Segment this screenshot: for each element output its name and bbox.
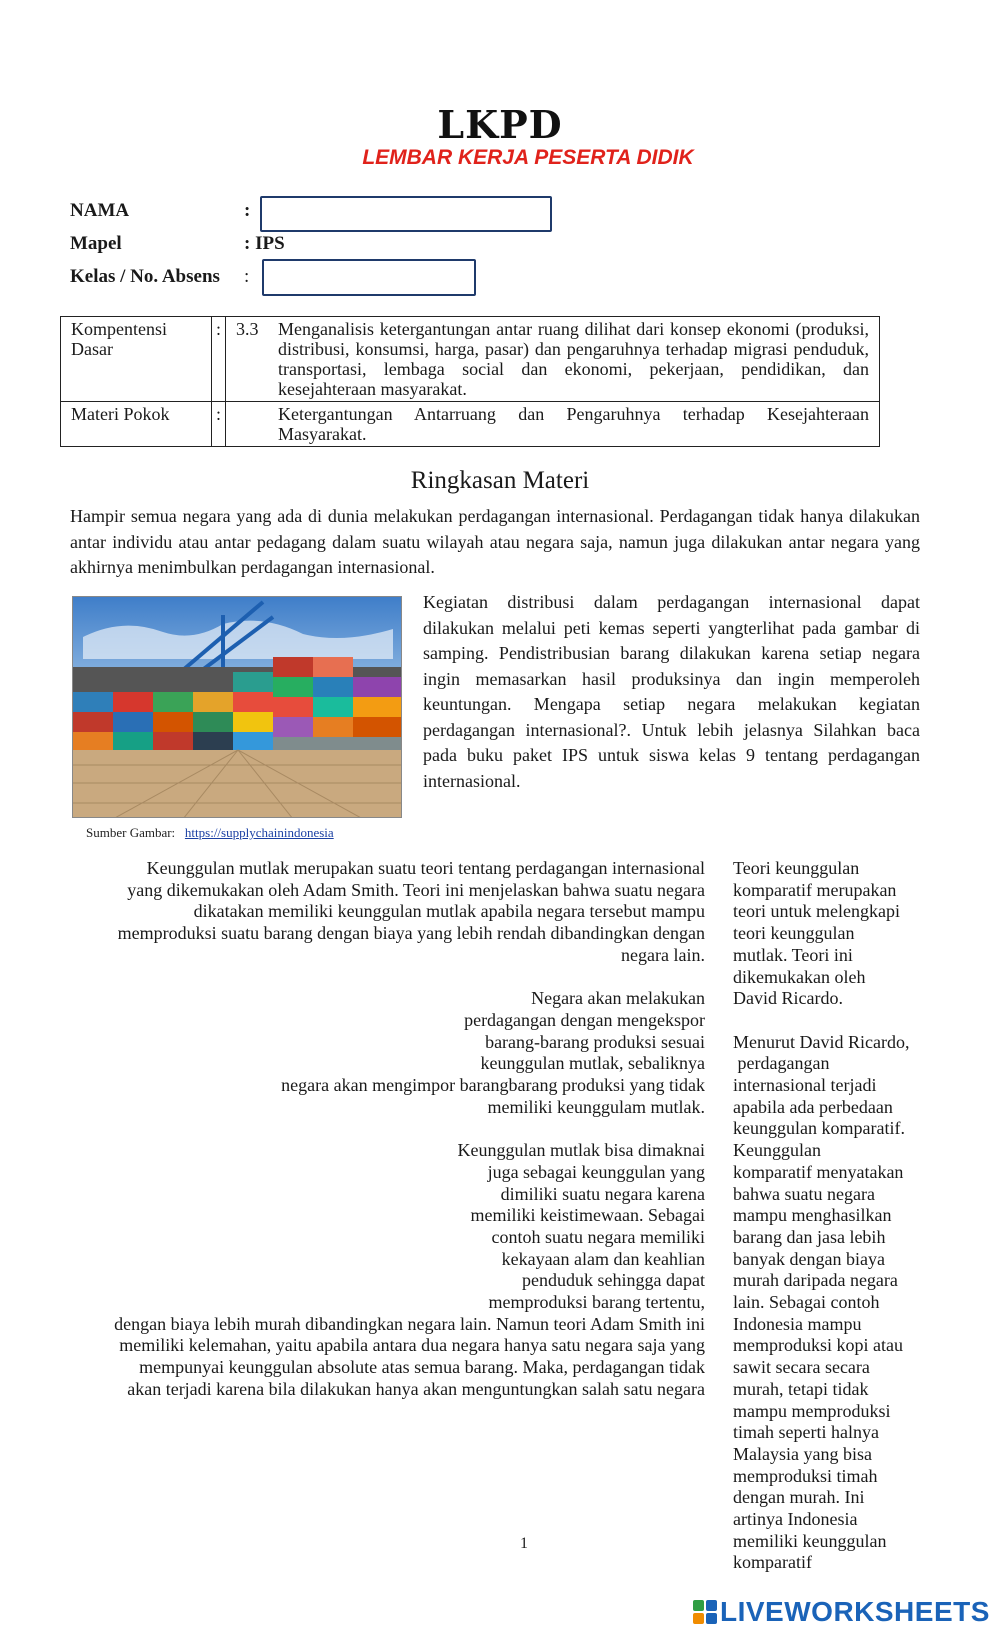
text-line: sawit secara secara [733,1357,870,1378]
summary-heading: Ringkasan Materi [410,467,590,494]
kelas-label: Kelas / No. Absens [70,266,220,287]
text-line: Negara akan melakukan [531,988,705,1009]
summary-intro: Hampir semua negara yang ada di dunia melakukan perdagangan internasional. Perdagangan tidak hanya dilakukan antar individu atau antar pedagang dalam suatu wilayah atau negara saja, namun juga dilakukan antar negara yang akhirnya menimbulkan perdagangan internasional. [70,506,920,577]
text-line: David Ricardo. [733,988,843,1009]
materi-colon: : [212,402,226,447]
source-label: Sumber Gambar: [86,825,176,840]
materi-row [61,402,880,447]
text-line: banyak dengan biaya [733,1248,885,1269]
text-line: negara lain. [621,944,705,965]
text-line: dikemukakan oleh [733,966,866,987]
text-line: murah, tetapi tidak [733,1378,869,1399]
liveworksheets-logo[interactable] [692,1596,990,1628]
kd-label: Kompentensi Dasar [61,317,212,402]
text-line: penduduk sehingga dapat [522,1270,705,1291]
text-line: Teori keunggulan [733,858,860,878]
text-line: bahwa suatu negara [733,1183,875,1204]
source-link[interactable]: https://supplychainindonesia [184,825,334,840]
text-line: Keunggulan [733,1140,821,1161]
text-line: Malaysia yang bisa [733,1443,872,1464]
competency-table [60,316,880,447]
page-number: 1 [520,1535,528,1552]
text-line: kekayaan alam dan keahlian [501,1248,705,1269]
text-line: Keunggulan mutlak bisa dimaknai [457,1140,705,1161]
text-line: mempunyai keunggulan absolute atas semua barang. Maka, perdagangan tidak [139,1357,705,1378]
text-line: apabila ada perbedaan [733,1096,893,1117]
kelas-absen-input[interactable] [262,259,476,296]
text-line: Keunggulan mutlak merupakan suatu teori tentang perdagangan internasional [146,858,705,878]
container-image [73,597,402,818]
materi-label: Materi Pokok [61,402,212,447]
text-line: mampu menghasilkan [733,1205,892,1226]
text-line: teori keunggulan [733,923,855,944]
text-line [60,967,705,989]
text-line: keunggulan komparatif. [733,1118,905,1139]
text-line: timah seperti halnya [733,1422,879,1443]
kelas-colon: : [244,266,250,287]
container-port-photo [72,596,402,818]
text-line: juga sebagai keunggulan yang [487,1161,705,1182]
comparative-advantage-text [733,858,973,1574]
text-line: Menurut David Ricardo, [733,1031,910,1052]
text-line: internasional terjadi [733,1075,877,1096]
text-line: memproduksi barang tertentu, [488,1292,705,1313]
text-line: komparatif [733,1552,812,1573]
text-line: yang dikemukakan oleh Adam Smith. Teori ini menjelaskan bahwa suatu negara [127,879,705,900]
nama-input[interactable] [260,196,552,232]
text-line: negara akan mengimpor barangbarang produksi yang tidak [281,1075,705,1096]
text-line: keunggulan mutlak, sebaliknya [480,1053,705,1074]
kd-number: 3.3 [236,319,259,339]
text-line: mutlak. Teori ini [733,944,853,965]
page-subtitle: LEMBAR KERJA PESERTA DIDIK [362,146,694,169]
text-line: komparatif merupakan [733,879,897,900]
kd-colon: : [212,317,226,402]
text-line: barang dan jasa lebih [733,1226,886,1247]
materi-text: Ketergantungan Antarruang dan Pengaruhnya terhadap Kesejahteraan Masyarakat. [226,402,880,447]
text-line: akan terjadi karena bila dilakukan hanya akan menguntungkan salah satu negara [127,1378,705,1399]
text-line: dikatakan memiliki keunggulan mutlak apabila negara tersebut mampu [193,901,705,922]
text-line: Indonesia mampu [733,1313,862,1334]
text-line: perdagangan dengan mengekspor [464,1009,705,1030]
nama-colon: : [244,200,251,221]
text-line: memiliki keunggulan [733,1530,887,1551]
text-line: memproduksi timah [733,1465,878,1486]
kd-text: Menganalisis ketergantungan antar ruang dilihat dari konsep ekonomi (produksi, distribusi, konsumsi, harga, pasar) dan pengaruhnya terhadap migrasi penduduk, transportasi, lembaga social dan ekonomi, pekerjaan, pendidikan, dan kesejahteraan masyarakat. [278,319,869,399]
nama-label: NAMA [70,200,130,221]
text-line [60,1118,705,1140]
text-line: memproduksi kopi atau [733,1335,903,1356]
text-line: memiliki kelemahan, yaitu apabila antara dua negara hanya satu negara saja yang [119,1335,705,1356]
text-line: dimiliki suatu negara karena [500,1183,705,1204]
text-line: dengan murah. Ini [733,1487,865,1508]
text-line: komparatif menyatakan [733,1161,904,1182]
image-source [86,825,334,841]
text-line: teori untuk melengkapi [733,901,900,922]
text-line: barang-barang produksi sesuai [485,1031,705,1052]
text-line: perdagangan [733,1053,830,1074]
text-line: murah daripada negara [733,1270,898,1291]
text-line: dengan biaya lebih murah dibandingkan negara lain. Namun teori Adam Smith ini [114,1313,705,1334]
text-line: contoh suatu negara memiliki [491,1226,705,1247]
text-line: memiliki keistimewaan. Sebagai [470,1205,705,1226]
page-title: LKPD [437,102,563,147]
text-line: mampu memproduksi [733,1400,891,1421]
text-line: artinya Indonesia [733,1509,858,1530]
kd-row [61,317,880,402]
absolute-advantage-text [60,858,705,1401]
liveworksheets-icon [692,1599,718,1625]
brand-name: LIVEWORKSHEETS [720,1596,990,1627]
text-line: lain. Sebagai contoh [733,1292,880,1313]
text-line: memiliki keunggulam mutlak. [487,1096,705,1117]
text-line: memproduksi suatu barang dengan biaya yang lebih rendah dibandingkan dengan [117,923,705,944]
text-line [733,1010,973,1032]
image-side-text: Kegiatan distribusi dalam perdagangan internasional dapat dilakukan melalui peti kemas seperti yangterlihat pada gambar di samping. Pendistribusian barang dilakukan karena setiap negara ingin memasarkan hasil produksinya dan ingin memperoleh keuntungan. Mengapa setiap negara melakukan kegiatan perdagangan internasional?. Untuk lebih jelasnya Silahkan baca pada buku paket IPS untuk siswa kelas 9 tentang perdagangan internasional. [423,592,920,791]
mapel-value: : IPS [244,233,285,254]
mapel-label: Mapel [70,233,122,254]
kd-content [226,317,880,402]
